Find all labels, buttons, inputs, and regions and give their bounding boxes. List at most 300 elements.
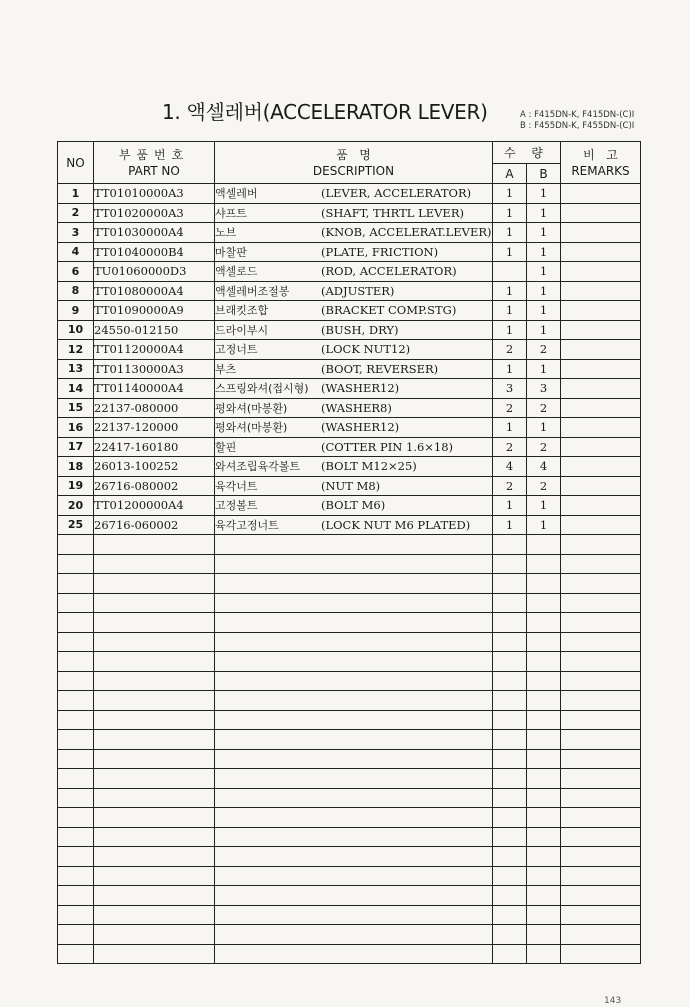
cell-qty-b (527, 905, 561, 925)
description-korean: 샤프트 (215, 206, 247, 220)
cell-description (215, 632, 493, 652)
cell-qty-a: 1 (493, 515, 527, 535)
description-english: (BOOT, REVERSER) (321, 361, 439, 376)
model-line-a: A : F415DN-K, F415DN-(C)I (520, 110, 635, 120)
header-qty: 수 량 (493, 142, 561, 164)
cell-qty-a (493, 730, 527, 750)
cell-description (215, 457, 493, 477)
cell-remarks (561, 457, 641, 477)
cell-part-no (94, 788, 215, 808)
cell-part-no (94, 593, 215, 613)
cell-part-no (94, 554, 215, 574)
cell-qty-b (527, 788, 561, 808)
table-row (58, 281, 641, 301)
cell-qty-a (493, 769, 527, 789)
cell-part-no: TT01010000A3 (94, 184, 215, 204)
cell-part-no: TT01090000A9 (94, 301, 215, 321)
cell-remarks (561, 710, 641, 730)
table-row (58, 496, 641, 516)
cell-qty-b: 1 (527, 320, 561, 340)
cell-qty-b: 2 (527, 398, 561, 418)
cell-no (58, 691, 94, 711)
cell-qty-b (527, 730, 561, 750)
table-row (58, 847, 641, 867)
cell-qty-a (493, 632, 527, 652)
cell-part-no (94, 886, 215, 906)
header-remarks-en: REMARKS (571, 163, 630, 178)
header-qty-a: A (493, 164, 527, 184)
description-english: (WASHER12) (321, 381, 400, 396)
cell-description (215, 379, 493, 399)
cell-qty-b: 1 (527, 281, 561, 301)
table-row (58, 515, 641, 535)
cell-description (215, 262, 493, 282)
cell-description (215, 320, 493, 340)
cell-description (215, 671, 493, 691)
cell-no: 19 (58, 476, 94, 496)
cell-description (215, 418, 493, 438)
table-row (58, 223, 641, 243)
cell-qty-a (493, 944, 527, 964)
cell-remarks (561, 223, 641, 243)
table-row (58, 808, 641, 828)
cell-qty-b (527, 925, 561, 945)
table-row (58, 866, 641, 886)
cell-remarks (561, 925, 641, 945)
cell-part-no (94, 749, 215, 769)
cell-qty-a: 2 (493, 340, 527, 360)
cell-qty-b (527, 808, 561, 828)
cell-part-no (94, 632, 215, 652)
description-korean: 할핀 (215, 440, 237, 454)
table-row (58, 203, 641, 223)
cell-part-no (94, 847, 215, 867)
cell-part-no: TT01140000A4 (94, 379, 215, 399)
page-number: 143 (604, 996, 622, 1006)
cell-no (58, 593, 94, 613)
description-korean: 액셀로드 (215, 265, 258, 279)
cell-description (215, 905, 493, 925)
description-english: (PLATE, FRICTION) (321, 244, 439, 259)
cell-no (58, 808, 94, 828)
header-part-en: PART NO (128, 163, 180, 178)
cell-remarks (561, 262, 641, 282)
cell-no (58, 613, 94, 633)
cell-qty-b (527, 827, 561, 847)
cell-part-no: 26716-060002 (94, 515, 215, 535)
table-row (58, 749, 641, 769)
cell-no (58, 632, 94, 652)
cell-qty-a (493, 749, 527, 769)
cell-remarks (561, 379, 641, 399)
cell-description (215, 730, 493, 750)
cell-description (215, 613, 493, 633)
description-english: (LEVER, ACCELERATOR) (321, 186, 472, 201)
cell-no (58, 847, 94, 867)
cell-qty-a (493, 808, 527, 828)
cell-remarks (561, 847, 641, 867)
cell-description (215, 944, 493, 964)
cell-part-no: 26716-080002 (94, 476, 215, 496)
cell-no: 12 (58, 340, 94, 360)
cell-qty-b: 1 (527, 496, 561, 516)
table-row (58, 359, 641, 379)
cell-remarks (561, 476, 641, 496)
cell-remarks (561, 691, 641, 711)
cell-no: 8 (58, 281, 94, 301)
parts-table (57, 141, 641, 964)
cell-remarks (561, 827, 641, 847)
cell-qty-a: 1 (493, 203, 527, 223)
cell-remarks (561, 340, 641, 360)
description-korean: 스프링와셔(접시형) (215, 382, 309, 396)
cell-part-no (94, 652, 215, 672)
cell-qty-a: 2 (493, 437, 527, 457)
table-row (58, 379, 641, 399)
cell-description (215, 515, 493, 535)
header-desc-kr: 품 명 (336, 147, 371, 162)
description-english: (NUT M8) (321, 478, 381, 493)
table-row (58, 262, 641, 282)
cell-qty-b (527, 652, 561, 672)
cell-remarks (561, 749, 641, 769)
cell-remarks (561, 203, 641, 223)
cell-no (58, 671, 94, 691)
cell-qty-a: 1 (493, 301, 527, 321)
cell-no: 15 (58, 398, 94, 418)
cell-description (215, 886, 493, 906)
cell-remarks (561, 632, 641, 652)
cell-description (215, 184, 493, 204)
cell-qty-b: 1 (527, 262, 561, 282)
description-english: (BOLT M12×25) (321, 459, 417, 474)
cell-description (215, 593, 493, 613)
cell-description (215, 788, 493, 808)
table-row (58, 632, 641, 652)
description-korean: 평와셔(마봉환) (215, 421, 288, 435)
table-row (58, 535, 641, 555)
cell-qty-b: 1 (527, 223, 561, 243)
cell-qty-a (493, 866, 527, 886)
table-row (58, 886, 641, 906)
cell-description (215, 866, 493, 886)
cell-qty-a (493, 827, 527, 847)
cell-qty-b: 1 (527, 242, 561, 262)
cell-qty-a (493, 905, 527, 925)
header-description (215, 142, 493, 184)
cell-part-no (94, 944, 215, 964)
description-english: (ROD, ACCELERATOR) (321, 264, 457, 279)
header-part-no (94, 142, 215, 184)
cell-remarks (561, 788, 641, 808)
cell-part-no: 22137-120000 (94, 418, 215, 438)
cell-part-no: TT01030000A4 (94, 223, 215, 243)
cell-description (215, 808, 493, 828)
cell-qty-a: 1 (493, 223, 527, 243)
cell-part-no (94, 769, 215, 789)
cell-no: 20 (58, 496, 94, 516)
table-row (58, 944, 641, 964)
cell-no: 4 (58, 242, 94, 262)
cell-remarks (561, 886, 641, 906)
cell-qty-a (493, 535, 527, 555)
cell-qty-a: 1 (493, 242, 527, 262)
cell-part-no (94, 574, 215, 594)
description-english: (LOCK NUT12) (321, 342, 411, 357)
cell-qty-a (493, 925, 527, 945)
cell-qty-a: 1 (493, 320, 527, 340)
description-english: (WASHER8) (321, 400, 392, 415)
cell-qty-b (527, 944, 561, 964)
cell-no: 2 (58, 203, 94, 223)
cell-part-no (94, 827, 215, 847)
cell-qty-a (493, 671, 527, 691)
cell-part-no: TT01120000A4 (94, 340, 215, 360)
table-row (58, 398, 641, 418)
cell-remarks (561, 242, 641, 262)
cell-part-no: 26013-100252 (94, 457, 215, 477)
cell-description (215, 359, 493, 379)
table-row (58, 769, 641, 789)
cell-part-no (94, 691, 215, 711)
cell-description (215, 281, 493, 301)
header-desc-en: DESCRIPTION (312, 163, 395, 178)
cell-remarks (561, 769, 641, 789)
table-row (58, 730, 641, 750)
cell-description (215, 223, 493, 243)
cell-qty-b: 2 (527, 340, 561, 360)
cell-no (58, 574, 94, 594)
page-title: 1. 액셀레버(ACCELERATOR LEVER) (162, 100, 488, 124)
cell-qty-a (493, 886, 527, 906)
cell-description (215, 574, 493, 594)
cell-no: 6 (58, 262, 94, 282)
description-korean: 액셀레버조절봉 (215, 284, 290, 298)
table-row (58, 340, 641, 360)
description-korean: 육각너트 (215, 479, 258, 493)
cell-remarks (561, 652, 641, 672)
cell-qty-a (493, 574, 527, 594)
cell-no: 13 (58, 359, 94, 379)
description-english: (WASHER12) (321, 420, 400, 435)
cell-qty-b (527, 671, 561, 691)
cell-no (58, 886, 94, 906)
cell-description (215, 710, 493, 730)
cell-qty-b (527, 749, 561, 769)
cell-qty-b (527, 866, 561, 886)
description-english: (BOLT M6) (321, 498, 386, 513)
cell-qty-b (527, 691, 561, 711)
cell-no (58, 710, 94, 730)
header-qty-b: B (527, 164, 561, 184)
cell-qty-a (493, 262, 527, 282)
cell-part-no (94, 905, 215, 925)
description-english: (ADJUSTER) (321, 283, 395, 298)
cell-part-no (94, 710, 215, 730)
cell-description (215, 847, 493, 867)
cell-qty-a (493, 691, 527, 711)
cell-qty-a: 1 (493, 184, 527, 204)
cell-remarks (561, 320, 641, 340)
cell-remarks (561, 554, 641, 574)
header-remarks-kr: 비 고 (583, 147, 618, 162)
model-line-b: B : F455DN-K, F455DN-(C)I (520, 121, 635, 131)
cell-description (215, 398, 493, 418)
cell-qty-a (493, 788, 527, 808)
description-english: (LOCK NUT M6 PLATED) (321, 517, 471, 532)
cell-part-no: TT01200000A4 (94, 496, 215, 516)
cell-qty-a (493, 593, 527, 613)
table-row (58, 301, 641, 321)
cell-remarks (561, 944, 641, 964)
cell-description (215, 437, 493, 457)
table-row (58, 320, 641, 340)
cell-part-no: TT01040000B4 (94, 242, 215, 262)
cell-no (58, 749, 94, 769)
cell-no: 3 (58, 223, 94, 243)
cell-part-no (94, 925, 215, 945)
cell-qty-b (527, 632, 561, 652)
table-row (58, 457, 641, 477)
cell-qty-b: 1 (527, 515, 561, 535)
table-row (58, 691, 641, 711)
table-row (58, 788, 641, 808)
cell-description (215, 925, 493, 945)
cell-remarks (561, 574, 641, 594)
description-korean: 드라이부시 (215, 323, 269, 337)
cell-part-no (94, 535, 215, 555)
cell-description (215, 769, 493, 789)
cell-qty-b: 1 (527, 301, 561, 321)
cell-qty-a: 1 (493, 418, 527, 438)
cell-remarks (561, 613, 641, 633)
cell-qty-b (527, 613, 561, 633)
table-row (58, 554, 641, 574)
description-korean: 평와셔(마봉환) (215, 401, 288, 415)
cell-part-no: TU01060000D3 (94, 262, 215, 282)
cell-description (215, 749, 493, 769)
cell-part-no: 22137-080000 (94, 398, 215, 418)
description-korean: 부츠 (215, 362, 237, 376)
cell-qty-a: 4 (493, 457, 527, 477)
cell-qty-a (493, 652, 527, 672)
cell-no: 16 (58, 418, 94, 438)
cell-part-no (94, 808, 215, 828)
cell-part-no (94, 613, 215, 633)
cell-remarks (561, 535, 641, 555)
description-korean: 액셀레버 (215, 187, 258, 201)
cell-no (58, 866, 94, 886)
description-english: (BUSH, DRY) (321, 322, 399, 337)
cell-no: 14 (58, 379, 94, 399)
cell-remarks (561, 905, 641, 925)
cell-remarks (561, 730, 641, 750)
cell-no (58, 925, 94, 945)
table-row (58, 652, 641, 672)
cell-no (58, 554, 94, 574)
table-row (58, 574, 641, 594)
cell-qty-b (527, 535, 561, 555)
description-english: (KNOB, ACCELERAT.LEVER) (321, 225, 492, 240)
table-row (58, 905, 641, 925)
cell-description (215, 203, 493, 223)
cell-remarks (561, 398, 641, 418)
cell-remarks (561, 671, 641, 691)
table-row (58, 613, 641, 633)
cell-description (215, 827, 493, 847)
cell-qty-a: 3 (493, 379, 527, 399)
cell-description (215, 242, 493, 262)
description-korean: 와셔조립육각볼트 (215, 460, 301, 474)
cell-part-no (94, 671, 215, 691)
cell-qty-b (527, 710, 561, 730)
table-row (58, 184, 641, 204)
cell-remarks (561, 184, 641, 204)
cell-no (58, 730, 94, 750)
cell-qty-b (527, 554, 561, 574)
cell-qty-b: 3 (527, 379, 561, 399)
table-row (58, 476, 641, 496)
cell-qty-b (527, 574, 561, 594)
cell-description (215, 340, 493, 360)
cell-no: 10 (58, 320, 94, 340)
header-part-kr: 부품번호 (118, 147, 190, 162)
cell-remarks (561, 496, 641, 516)
cell-no: 18 (58, 457, 94, 477)
cell-qty-a (493, 613, 527, 633)
cell-description (215, 476, 493, 496)
cell-qty-b (527, 847, 561, 867)
cell-qty-a (493, 710, 527, 730)
cell-part-no: TT01130000A3 (94, 359, 215, 379)
cell-no (58, 535, 94, 555)
cell-part-no (94, 730, 215, 750)
description-korean: 마찰판 (215, 245, 247, 259)
table-row (58, 671, 641, 691)
cell-remarks (561, 418, 641, 438)
cell-remarks (561, 281, 641, 301)
cell-description (215, 301, 493, 321)
cell-remarks (561, 866, 641, 886)
cell-qty-b: 1 (527, 203, 561, 223)
table-row (58, 925, 641, 945)
description-korean: 노브 (215, 226, 237, 240)
description-korean: 고정너트 (215, 343, 258, 357)
description-korean: 브래킷조합 (215, 304, 269, 318)
cell-qty-b: 2 (527, 476, 561, 496)
table-row (58, 827, 641, 847)
cell-remarks (561, 593, 641, 613)
cell-part-no (94, 866, 215, 886)
cell-no (58, 769, 94, 789)
cell-no (58, 788, 94, 808)
model-legend (520, 110, 634, 132)
cell-remarks (561, 301, 641, 321)
table-row (58, 418, 641, 438)
cell-no: 25 (58, 515, 94, 535)
cell-qty-a: 2 (493, 476, 527, 496)
cell-qty-a: 1 (493, 359, 527, 379)
cell-qty-a: 2 (493, 398, 527, 418)
cell-qty-b (527, 769, 561, 789)
cell-remarks (561, 808, 641, 828)
cell-description (215, 535, 493, 555)
cell-qty-b (527, 886, 561, 906)
table-row (58, 710, 641, 730)
cell-qty-b: 1 (527, 418, 561, 438)
cell-description (215, 691, 493, 711)
cell-part-no: TT01020000A3 (94, 203, 215, 223)
